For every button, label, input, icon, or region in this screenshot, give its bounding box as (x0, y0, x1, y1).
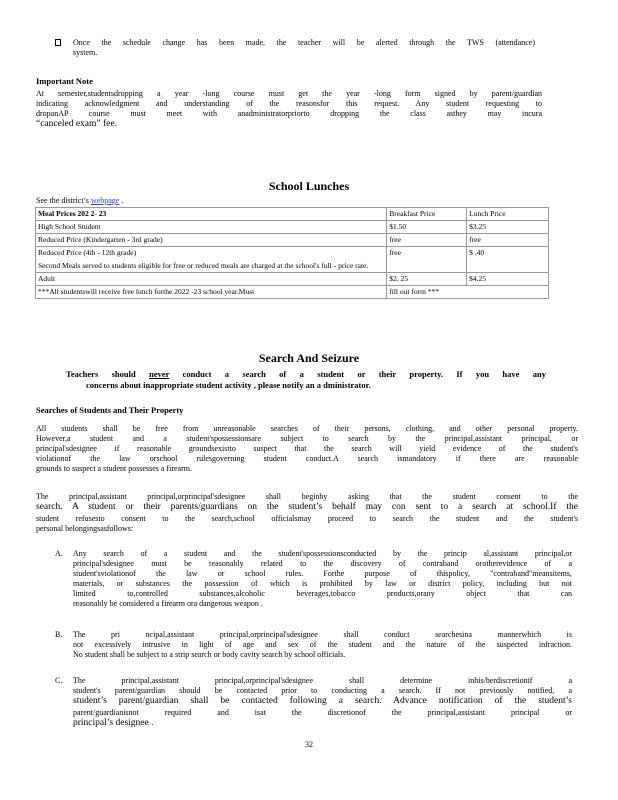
item-a-line: reasonably be considered a firearm ora dangerous weapon . (73, 599, 263, 608)
item-a-line: principal'sdesignee must be reasonably related to the discovery of contraband orotherevidence of a (73, 559, 572, 568)
row-meal (36, 247, 387, 273)
teachers-intro-line2: concerns about inappropriate student activity , please notify an a dministrator. (86, 379, 371, 390)
row-breakfast: free (387, 247, 467, 273)
row-meal: High School Student (36, 221, 387, 234)
list-label: C. (55, 676, 63, 685)
search-seizure-title: Search And Seizure (258, 351, 360, 365)
para2-line: search. A student or their parents/guardians on the student’s behalf may con sent to a search at school.If the (36, 502, 578, 512)
para2-line: student refusesto consent to the search,school officialsmay proceed to search the student and the student's (36, 513, 578, 523)
item-b-line: The pri ncipal,assistant principal,orprincipal'sdesignee shall conduct searchesina mannerwhich is (73, 630, 572, 639)
important-note-line: indicating acknowledgment and understanding of the reasonsfor this request. Any student requesting to (36, 98, 542, 108)
important-note-line: dropanAP course must meet with anadministratorpriorto dropping the class asthey may incura (36, 108, 542, 118)
row-breakfast: free (387, 234, 467, 247)
district-webpage-link[interactable]: webpage (90, 196, 120, 205)
important-note (36, 76, 542, 131)
intro-never: never (149, 369, 170, 379)
table-row (36, 272, 549, 285)
row-breakfast: $2. 25 (387, 272, 467, 285)
item-a-line: Any search of a student and the student'spossessionsconducted by the princip al,assistant principal,or (73, 549, 572, 558)
item-b-line: not excessively intrusive in light of age and sex of the student and the nature of the suspected infraction. (73, 640, 572, 649)
item-c-line: principal’s designee . (73, 717, 154, 728)
header-lunch-price: Lunch Price (467, 208, 549, 221)
important-note-line: “canceled exam” fee. (36, 118, 117, 129)
item-a-line: materials, or substances the possession of which is prohibited by law or district policy, including but not (73, 579, 572, 588)
district-webpage-line (36, 196, 123, 206)
important-note-line: At semester,studentsdropping a year -long course must get the year -long form signed by parent/guardian (36, 88, 542, 98)
list-label: B. (55, 630, 63, 639)
row-lunch: free (467, 234, 549, 247)
row-lunch: $3.25 (467, 221, 549, 234)
item-a-line: limited to,controlled substances,alcoholic beverages,tobacco products,orany object that can (73, 589, 572, 598)
see-district-text: See the district’s (36, 196, 89, 205)
para2-line: personal belongingsasfollows: (36, 523, 134, 533)
intro-part-a: Teachers should (66, 369, 136, 379)
search-para1 (36, 424, 578, 474)
table-row (36, 234, 549, 247)
header-meal-prices: Meal Prices 202 2- 23 (36, 208, 387, 221)
header-breakfast-price: Breakfast Price (387, 208, 467, 221)
table-footnote-row (36, 285, 549, 298)
para1-line: All students shall be free from unreasonable searches of their persons, clothing, and other personal property. (36, 424, 578, 433)
footnote-left: ***All studentswill receive free lunch forthe 2022 -23 school year.Must (36, 285, 387, 298)
row-lunch: $ .40 (467, 247, 549, 273)
item-c-line: parent/guardianisnot required and isat the discretionof the principal,assistant principal or (73, 707, 572, 717)
intro-part-b: conduct a search of a student or their property. If you have any (182, 369, 547, 379)
para1-line: violationof the law orschool rulesgoverning student conduct.A search ismandatory if there are reasonable (36, 454, 578, 463)
teachers-intro (66, 369, 546, 390)
row-meal: Reduced Price (Kindergarten - 3rd grade) (36, 234, 387, 247)
important-note-heading: Important Note (36, 76, 93, 86)
top-bullet-line: Once the schedule change has been made, the teacher will be alerted through the TWS (attendance) (73, 38, 535, 47)
para2-line: The principal,assistant principal,orprincipal'sdesignee shall beginby asking that the student consent to the (36, 492, 578, 501)
school-lunches-title: School Lunches (268, 179, 350, 193)
search-para2 (36, 492, 578, 534)
row-meal-line: Reduced Price (4th - 12th grade) (38, 248, 137, 257)
table-row (36, 247, 549, 273)
list-item-b (55, 630, 572, 660)
list-item-c (55, 676, 572, 730)
item-b-line: No student shall be subject to a strip search or body cavity search by school officials. (73, 650, 346, 659)
list-label: A. (55, 549, 63, 558)
row-lunch: $4.25 (467, 272, 549, 285)
para1-line: principal'sdesignee if reasonable groundsexistto suspect that the search will yield evidence of the student's (36, 444, 578, 453)
lunch-prices-table (35, 207, 549, 299)
table-header-row (36, 208, 549, 221)
square-bullet-icon (55, 39, 61, 46)
page-number: 32 (305, 740, 313, 749)
item-c-line: student’s parent/guardian shall be contacted following a search. Advance notification of the student’s (73, 696, 572, 706)
second-meals-note: Second Meals served to students eligible for free or reduced meals are charged at the school's full - price rate. (38, 261, 369, 271)
searches-subheading: Searches of Students and Their Property (36, 405, 184, 415)
item-c-line: The principal,assistant principal,orprincipal'sdesignee shall determine inhis/herdiscretionif a (73, 676, 572, 685)
see-district-after: . (121, 196, 124, 205)
row-breakfast: $1.50 (387, 221, 467, 234)
table-row (36, 221, 549, 234)
para1-line: However,a student and a student'spossessionsare subject to search by the principal,assistant principal, or (36, 434, 578, 443)
para1-line: grounds to suspect a student possesses a firearm. (36, 464, 192, 473)
row-meal: Adult (36, 272, 387, 285)
item-c-line: student's parent/guardian should be contacted prior to conducting a search. If not previously notified, a (73, 686, 572, 695)
top-bullet-line: system. (73, 48, 98, 57)
item-a-line: student'sviolationof the law or school rules. Forthe purpose of thispolicy, "contraband"meansitems, (73, 569, 572, 578)
top-bullet-text (73, 38, 535, 58)
footnote-right: fill out form *** (387, 285, 549, 298)
teachers-intro-line (66, 369, 546, 380)
list-item-a (55, 549, 572, 609)
